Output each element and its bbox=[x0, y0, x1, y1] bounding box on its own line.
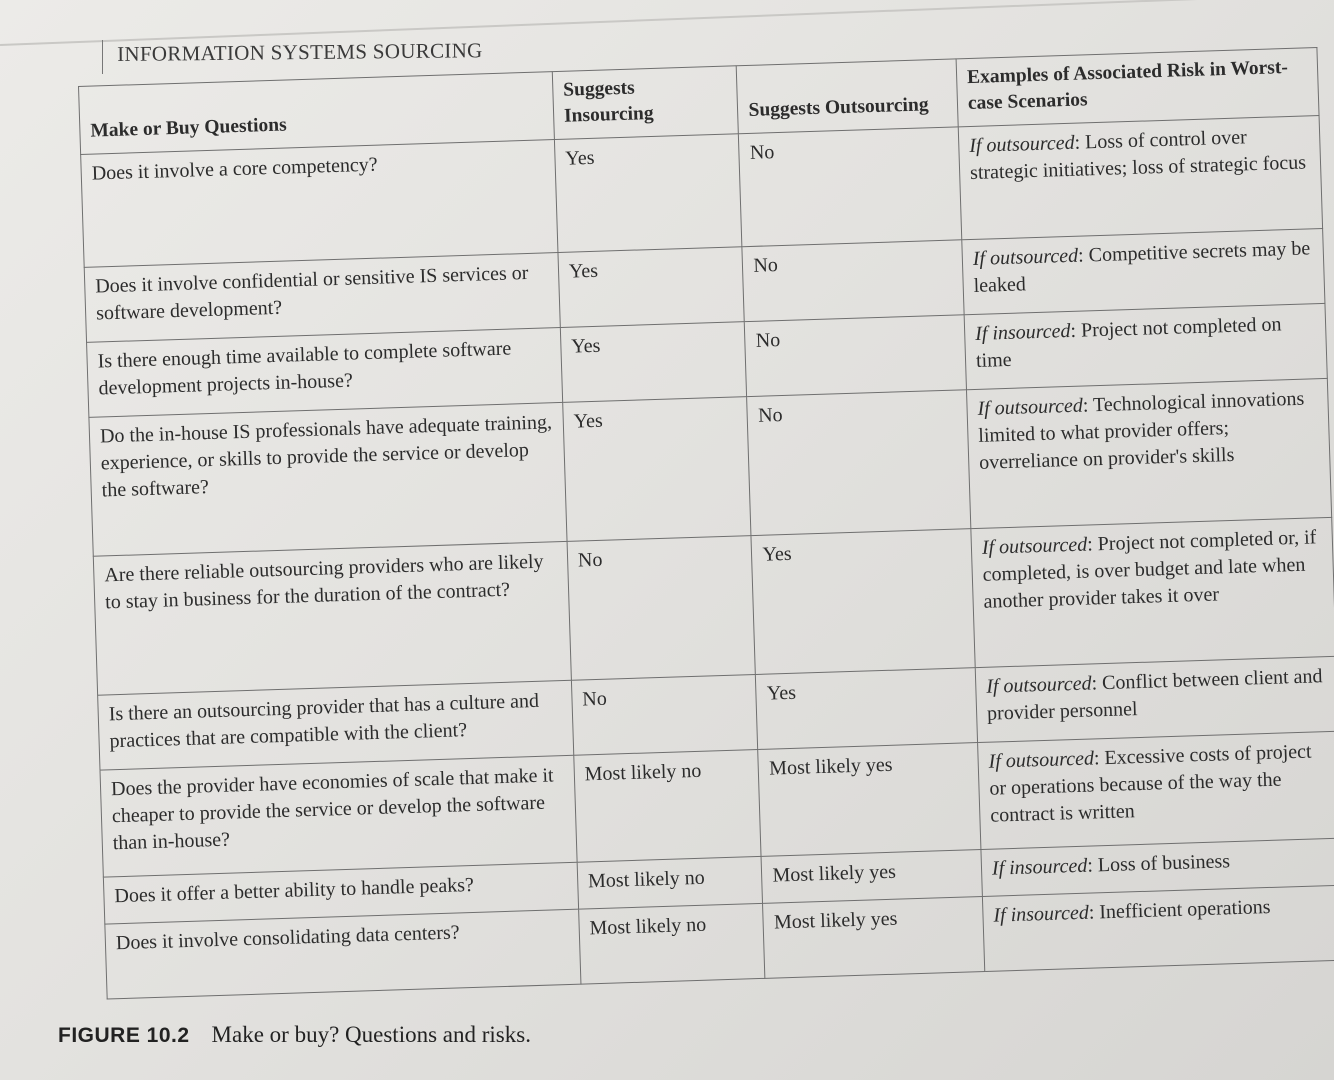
insourcing-cell: Yes bbox=[563, 396, 752, 541]
insourcing-cell: No bbox=[567, 535, 756, 680]
risk-text: : Excessive costs of project or operations because of the way the contract is written bbox=[989, 740, 1312, 827]
question-cell: Does it involve consolidating data centers? bbox=[105, 909, 581, 999]
outsourcing-cell: Most likely yes bbox=[761, 849, 982, 903]
risk-label: If outsourced bbox=[977, 394, 1084, 420]
question-cell: Do the in-house IS professionals have adequate training, experience, or skills to provide the service or develop the software? bbox=[89, 402, 567, 556]
risk-label: If outsourced bbox=[972, 244, 1079, 270]
header-question: Make or Buy Questions bbox=[79, 72, 555, 154]
insourcing-cell: Yes bbox=[558, 246, 745, 327]
risk-label: If outsourced bbox=[988, 747, 1095, 773]
outsourcing-cell: Most likely yes bbox=[758, 742, 981, 856]
risk-cell bbox=[971, 517, 1334, 667]
risk-text: : Loss of control over strategic initiatives; loss of strategic focus bbox=[969, 125, 1307, 184]
question-cell: Does it involve confidential or sensitive IS services or software development? bbox=[84, 252, 560, 342]
header-insourcing: Suggests Insourcing bbox=[552, 66, 739, 139]
question-cell: Is there enough time available to complete software development projects in-house? bbox=[87, 327, 563, 417]
insourcing-cell: Most likely no bbox=[578, 903, 765, 984]
outsourcing-cell: Yes bbox=[756, 667, 978, 749]
question-cell: Does the provider have economies of scale that make it cheaper to provide the service or develop the software than in-house? bbox=[100, 755, 577, 877]
make-or-buy-table bbox=[78, 47, 1334, 999]
header-outsourcing: Suggests Outsourcing bbox=[737, 59, 959, 133]
risk-text: : Competitive secrets may be leaked bbox=[973, 237, 1311, 297]
risk-text: : Loss of business bbox=[1086, 849, 1231, 877]
figure-caption bbox=[58, 1022, 531, 1048]
risk-label: If outsourced bbox=[981, 533, 1088, 559]
outsourcing-cell: Yes bbox=[751, 528, 975, 674]
header-risk: Examples of Associated Risk in Worst-case Scenarios bbox=[956, 48, 1319, 127]
risk-text: : Project not completed on time bbox=[975, 312, 1282, 372]
risk-text: : Inefficient operations bbox=[1088, 895, 1271, 924]
risk-label: If insourced bbox=[974, 319, 1071, 345]
insourcing-cell: Most likely no bbox=[577, 856, 763, 909]
figure-caption-text: Make or buy? Questions and risks. bbox=[211, 1022, 531, 1047]
figure-number: FIGURE 10.2 bbox=[58, 1024, 190, 1047]
insourcing-cell: No bbox=[571, 674, 758, 755]
insourcing-cell: Yes bbox=[554, 133, 742, 252]
risk-text: : Project not completed or, if completed, is over budget and late when another provider takes it over bbox=[982, 525, 1317, 613]
outsourcing-cell: No bbox=[739, 126, 962, 246]
risk-label: If outsourced bbox=[985, 672, 1092, 698]
risk-cell bbox=[975, 656, 1334, 742]
risk-label: If insourced bbox=[993, 901, 1090, 927]
question-cell: Does it offer a better ability to handle peaks? bbox=[103, 862, 578, 924]
insourcing-cell: Most likely no bbox=[574, 749, 762, 862]
risk-text: : Conflict between client and provider personnel bbox=[986, 664, 1323, 725]
risk-label: If outsourced bbox=[968, 131, 1075, 157]
header-tick bbox=[102, 40, 103, 74]
risk-text: : Technological innovations limited to what provider offers; overreliance on provider's skills bbox=[978, 387, 1305, 474]
outsourcing-cell: No bbox=[745, 314, 967, 396]
risk-cell bbox=[958, 115, 1322, 239]
question-cell: Is there an outsourcing provider that has a culture and practices that are compatible with the client? bbox=[98, 680, 574, 770]
outsourcing-cell: Most likely yes bbox=[763, 896, 985, 978]
top-rule bbox=[0, 0, 1333, 46]
outsourcing-cell: No bbox=[742, 239, 964, 321]
risk-cell bbox=[964, 303, 1327, 389]
insourcing-cell: Yes bbox=[560, 321, 747, 402]
risk-cell bbox=[962, 228, 1325, 314]
table-container bbox=[78, 47, 1334, 999]
risk-cell bbox=[966, 378, 1331, 528]
risk-label: If insourced bbox=[991, 854, 1088, 880]
risk-cell bbox=[982, 885, 1334, 971]
outsourcing-cell: No bbox=[747, 389, 971, 535]
question-cell: Does it involve a core competency? bbox=[81, 139, 558, 267]
risk-cell bbox=[977, 731, 1334, 849]
running-head: INFORMATION SYSTEMS SOURCING bbox=[117, 38, 483, 66]
question-cell: Are there reliable outsourcing providers who are likely to stay in business for the duration of the contract? bbox=[93, 541, 571, 695]
